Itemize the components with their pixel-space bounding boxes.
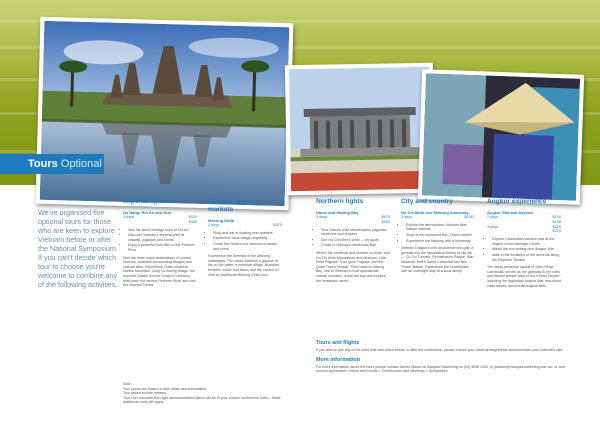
note-block xyxy=(123,382,293,405)
tour-body: Visit the three major destinations of central Vietnam, beautiful surrounding villages and cultural sites. Experience Cham Museum, Marble Mountain, Lang Co fishing village, the Imperial Citadel (former Kings of Vietnam), float down the serene Perfume River and visit the Imperial Tombs. xyxy=(123,255,196,288)
tour-price: $229 xyxy=(552,229,561,234)
note-line: Tour prices include airfares. xyxy=(123,391,167,396)
tour-price: $365 xyxy=(188,219,197,224)
tour-price: $655 xyxy=(381,219,390,224)
flights-text: If you wish to join any of the tours that take place before or after the conference, please ensure your travel arrangements accommodate your extended visit. xyxy=(316,348,564,352)
tour-subtitle: Ho Chi Minh and Mekong homestay xyxy=(401,210,469,215)
tour-title: Angkor experience xyxy=(487,198,547,205)
tour-subtitle: Angkor Wat and beyond xyxy=(487,210,533,215)
tour-title: Northern lights xyxy=(316,198,364,205)
tour-body: The small provincial capital of Siem Reap, Cambodia, serves as the gateway to the ruins and sacred temple ruins of the Khmer Empire, including the legendary Angkor Wat, and world class artistic and archaeological sites. xyxy=(487,265,561,288)
tour-title: Imperial splendour xyxy=(123,198,182,205)
tour-highlights: • Tour Hanoi's vivid streetscapes, pagodas, museums and temples • See Ho Chi Minh's tomb — by quote • Cruise to Halong's mysterious Bay xyxy=(316,228,390,248)
tour-body: Where the medieval and modern co-exist, visit Ho Chi Minh Mausoleum and Museum, One Pillar Pagoda, Tran Quoc Pagoda, and the Quan Thanh Temple. Then head to Halong Bay, one of Vietnam's most spectacular natural wonders, cruise the bay and explore the limestone caves. xyxy=(316,250,390,283)
section-heading xyxy=(0,154,104,174)
tour-subtitle: Da Nang, Hoi An and Hue xyxy=(123,210,172,215)
more-info-text: For more information about the tours please contact James Mason at Marquee Marketing on (03) 9695 2000, or jmason@marqueemarketing.com.au, or visit tourism.ay/member->News and events > Conferences and Meetings > Symposium. xyxy=(316,364,565,374)
extra-info xyxy=(316,340,576,378)
intro-text: We've organised five optional tours for those who are keen to explore Vietnam before or after the National Symposium. If you can't decide which tour to choose you're welcome to combine any of the following activities. xyxy=(38,208,118,289)
tour-price: 2 days $375 xyxy=(208,223,282,227)
tour-highlights: • Visit the world heritage town of Hoi An • Discover Vietnam's imperial past at citadels, pagodas and tombs • Enjoy a peaceful boat ride on the Perfume River xyxy=(123,228,197,253)
note-heading: Note xyxy=(123,382,131,386)
tour-column xyxy=(401,198,475,276)
mausoleum-photo xyxy=(285,63,435,196)
note-line: Tour prices are based on twin share accommodation. xyxy=(123,386,208,391)
tour-subtitle: Mekong Delta xyxy=(208,218,235,223)
angkor-wat-photo xyxy=(36,17,294,211)
conical-hat-photo xyxy=(418,69,584,205)
tour-price: 3 days $420 xyxy=(123,215,197,219)
tour-price: 3 days $675 xyxy=(316,215,390,219)
tour-price: 2 days $194 xyxy=(487,215,561,219)
tour-column xyxy=(123,198,197,290)
tour-body: Experience the diversity of the Mekong waterways. The cruise features a glimpse of life on the water, a riverside village, Buddhist temples, exotic fruit farms and the chance to dine on traditional Mekong Delta food. xyxy=(208,254,279,277)
more-info-heading: More information xyxy=(316,356,361,363)
flights-heading: Tours and flights xyxy=(316,340,360,346)
tour-highlights: • Shop and eat at floating river markets • Experience local village hospitality • Cruise the Delta's rich network of canals and rivers xyxy=(208,231,282,251)
tour-subtitle: Hanoi and Halong Bay xyxy=(316,210,359,215)
tour-column xyxy=(316,198,390,285)
section-title-light: Optional xyxy=(60,158,102,170)
tour-title: Mekong and the markets xyxy=(208,198,259,213)
tour-price: $198 xyxy=(552,219,561,224)
tour-highlights: • Explore the atmospheric Vietnam Wall Saloon markets • Shop at the renowned Ben Thanh market • Experience the Mekong with a homestay xyxy=(401,223,475,243)
tour-highlights: • Explore Cambodia's ancient past at the Angkor World Heritage Centre • Watch the sun setting over Angkor Wat • Walk in the footsteps of the ancients along the Elephant Terrace xyxy=(487,237,561,262)
tour-column xyxy=(208,198,282,279)
tour-title: City and country xyxy=(401,198,454,205)
tour-price: 3 days $1067 xyxy=(401,215,475,219)
tour-column xyxy=(487,198,561,290)
section-title-bold: Tours xyxy=(28,158,58,170)
tour-body: Vietnam Dragon's lush decadence and gain a glimpse into the fascinating history of city life — Cu Chi Tunnels, Reunification Palace, War Museum, Notre Dame Cathedral and Ben Thanh Market. Experience the countryside with an overnight stay at a local family. xyxy=(401,246,474,274)
note-line: Tour cost excludes first night accommodation which will be in your chosen conference hotel – these additional costs will apply. xyxy=(123,395,281,405)
tour-price: 3 days $225 xyxy=(487,224,561,229)
